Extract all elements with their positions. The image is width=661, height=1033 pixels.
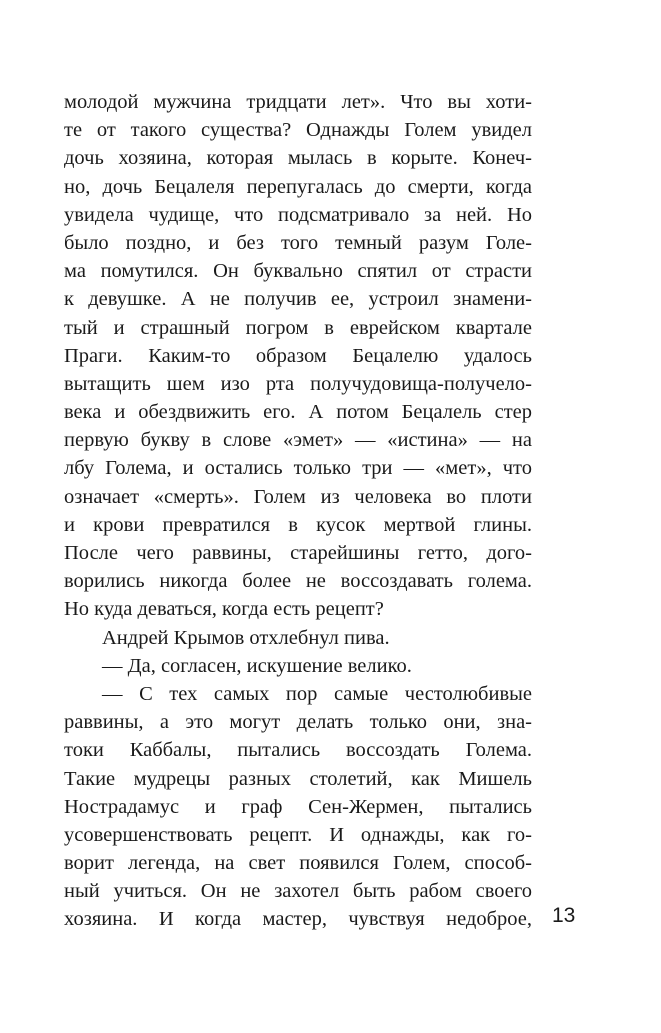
- page-number: 13: [552, 904, 576, 927]
- text-line: тый и страшный погром в еврейском квартале: [64, 316, 532, 339]
- page-text-block: [64, 88, 532, 934]
- text-line: Андрей Крымов отхлебнул пива.: [102, 626, 390, 649]
- text-line: увидела чудище, что подсматривало за ней. Но: [64, 203, 532, 226]
- text-line: Но куда деваться, когда есть рецепт?: [64, 598, 384, 621]
- text-line: — Да, согласен, искушение велико.: [102, 654, 412, 677]
- text-line: ма помутился. Он буквально спятил от страсти: [64, 260, 532, 283]
- text-line: означает «смерть». Голем из человека во плоти: [64, 485, 532, 508]
- text-line: После чего раввины, старейшины гетто, дого-: [64, 542, 532, 564]
- text-line: и крови превратился в кусок мертвой глины.: [64, 513, 532, 536]
- text-line: но, дочь Бецалеля перепугалась до смерти, когда: [64, 175, 532, 198]
- text-line: первую букву в слове «эмет» — «истина» — на: [64, 429, 532, 452]
- text-line: Праги. Каким-то образом Бецалелю удалось: [64, 344, 532, 367]
- text-line: лбу Голема, и остались только три — «мет», что: [64, 457, 532, 480]
- text-line: раввины, а это могут делать только они, зна-: [64, 711, 532, 734]
- text-line: века и обездвижить его. А потом Бецалель стер: [64, 401, 532, 424]
- text-line: ворились никогда более не воссоздавать голема.: [64, 570, 532, 593]
- text-line: было поздно, и без того темный разум Голе-: [64, 231, 532, 254]
- text-line: усовершенствовать рецепт. И однажды, как го-: [64, 823, 532, 846]
- text-line: хозяина. И когда мастер, чувствуя недоброе,: [64, 908, 532, 931]
- text-line: Такие мудрецы разных столетий, как Мишель: [64, 767, 532, 790]
- text-line: те от такого существа? Однажды Голем увидел: [64, 119, 532, 142]
- text-line: токи Каббалы, пытались воссоздать Голема.: [64, 739, 532, 762]
- text-line: дочь хозяина, которая мылась в корыте. Конеч-: [64, 147, 532, 170]
- text-line: вытащить шем изо рта получудовища-получело-: [64, 372, 532, 395]
- text-line: молодой мужчина тридцати лет». Что вы хоти-: [64, 91, 532, 113]
- text-line: Нострадамус и граф Сен-Жермен, пытались: [64, 795, 532, 818]
- text-line: ный учиться. Он не захотел быть рабом своего: [64, 880, 532, 903]
- text-line: к девушке. А не получив ее, устроил знамени-: [64, 288, 532, 311]
- text-line: — С тех самых пор самые честолюбивые: [102, 682, 532, 705]
- text-line: ворит легенда, на свет появился Голем, способ-: [64, 852, 532, 875]
